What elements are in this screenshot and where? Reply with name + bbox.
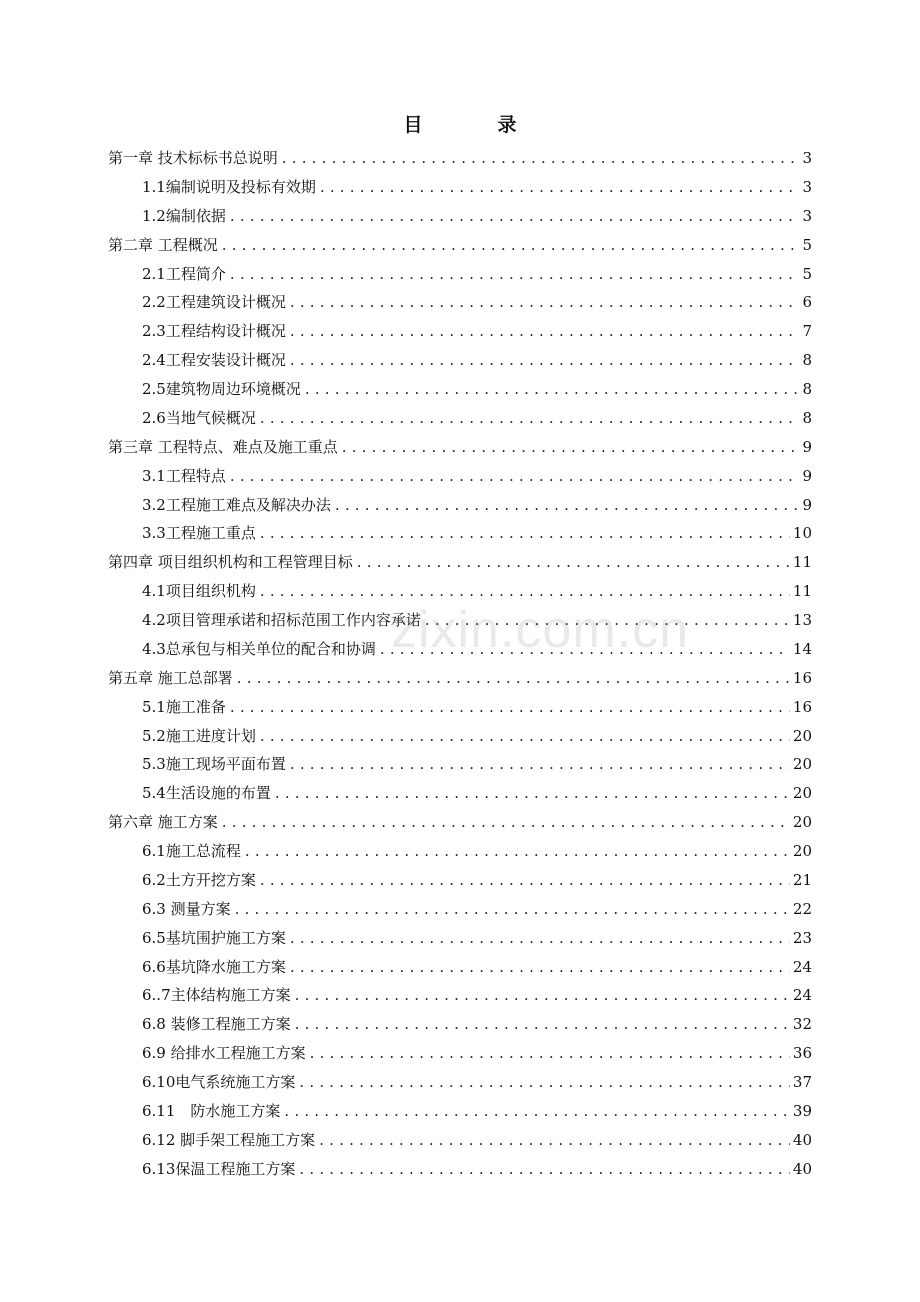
toc-section-entry[interactable] (108, 981, 812, 1010)
toc-section-entry[interactable] (108, 519, 812, 548)
toc-dot-leader (319, 1126, 790, 1155)
toc-page-number: 21 (792, 870, 812, 889)
toc-entry-label: 6.3 测量方案 (142, 899, 231, 918)
toc-page-number: 8 (802, 380, 812, 398)
toc-section-entry[interactable] (108, 317, 812, 346)
toc-dot-leader (237, 664, 790, 693)
toc-dot-leader (295, 981, 790, 1010)
toc-entry-label: 5.4生活设施的布置 (142, 784, 271, 803)
toc-dot-leader (295, 1010, 790, 1039)
toc-section-entry[interactable] (108, 288, 812, 317)
toc-dot-leader (290, 346, 800, 375)
toc-page-number: 6 (802, 293, 812, 312)
toc-dot-leader (230, 693, 790, 722)
toc-page-number: 8 (802, 408, 812, 427)
toc-section-entry[interactable] (108, 404, 812, 433)
toc-entry-label: 3.3工程施工重点 (142, 524, 256, 543)
toc-entry-label: 4.2项目管理承诺和招标范围工作内容承诺 (142, 611, 421, 629)
toc-entry-label: 6..7主体结构施工方案 (142, 986, 291, 1005)
toc-section-entry[interactable] (108, 722, 812, 751)
toc-chapter-entry[interactable] (108, 664, 812, 693)
toc-entry-label: 2.4工程安装设计概况 (142, 351, 286, 370)
toc-section-entry[interactable] (108, 1039, 812, 1068)
toc-page-number: 20 (792, 842, 812, 860)
toc-section-entry[interactable] (108, 693, 812, 722)
toc-page-number: 3 (802, 206, 812, 225)
watermark-text: zixin.com.cn (390, 601, 690, 659)
toc-section-entry[interactable] (108, 1068, 812, 1097)
toc-dot-leader (275, 779, 790, 808)
toc-page-number: 24 (792, 957, 812, 976)
toc-section-entry[interactable] (108, 346, 812, 375)
toc-entry-label: 6.9 给排水工程施工方案 (142, 1044, 306, 1063)
toc-dot-leader (380, 635, 790, 664)
toc-page-number: 11 (792, 582, 812, 601)
toc-title: 目 录 (403, 114, 545, 136)
toc-page-number: 24 (792, 986, 812, 1005)
toc-section-entry[interactable] (108, 491, 812, 520)
toc-chapter-entry[interactable] (108, 433, 812, 462)
toc-section-entry[interactable] (108, 750, 812, 779)
toc-entry-label: 6.1施工总流程 (142, 842, 241, 860)
toc-section-entry[interactable] (108, 1155, 812, 1184)
toc-entry-label: 第二章 工程概况 (108, 235, 218, 254)
toc-dot-leader (357, 548, 790, 577)
toc-page-number: 5 (802, 235, 812, 254)
toc-entry-label: 4.1项目组织机构 (142, 582, 256, 601)
toc-entry-label: 6.2土方开挖方案 (142, 870, 256, 889)
toc-section-entry[interactable] (108, 1126, 812, 1155)
toc-dot-leader (290, 953, 790, 982)
toc-entry-label: 6.6基坑降水施工方案 (142, 957, 286, 976)
toc-section-entry[interactable] (108, 260, 812, 289)
toc-entry-label: 第五章 施工总部署 (108, 668, 233, 687)
toc-entry-label: 2.5建筑物周边环境概况 (142, 380, 301, 398)
toc-page-number: 20 (792, 755, 812, 774)
toc-dot-leader (230, 462, 800, 491)
toc-entry-label: 2.2工程建筑设计概况 (142, 293, 286, 312)
toc-dot-leader (260, 519, 790, 548)
toc-entry-label: 6.10电气系统施工方案 (142, 1073, 296, 1091)
toc-entry-label: 2.1工程简介 (142, 264, 226, 283)
toc-page-number: 20 (792, 784, 812, 803)
toc-page-number: 9 (802, 437, 812, 456)
toc-entry-label: 第三章 工程特点、难点及施工重点 (108, 437, 338, 456)
toc-chapter-entry[interactable] (108, 231, 812, 260)
toc-entry-label: 第一章 技术标标书总说明 (108, 149, 278, 167)
toc-section-entry[interactable] (108, 953, 812, 982)
toc-entry-label: 5.2施工进度计划 (142, 726, 256, 745)
toc-dot-leader (342, 433, 800, 462)
toc-entry-label: 4.3总承包与相关单位的配合和协调 (142, 639, 376, 658)
toc-entry-label: 5.1施工准备 (142, 697, 226, 716)
toc-dot-leader (299, 1155, 790, 1184)
toc-dot-leader (222, 231, 800, 260)
toc-entry-label: 6.5基坑围护施工方案 (142, 928, 286, 947)
toc-entry-label: 3.2工程施工难点及解决办法 (142, 495, 331, 514)
toc-dot-leader (284, 1097, 790, 1126)
toc-entry-label: 6.11 防水施工方案 (142, 1101, 281, 1120)
toc-page-number: 20 (792, 726, 812, 745)
toc-dot-leader (425, 606, 790, 635)
toc-dot-leader (290, 750, 790, 779)
toc-dot-leader (290, 317, 800, 346)
toc-dot-leader (245, 837, 790, 866)
toc-dot-leader (230, 260, 800, 289)
toc-dot-leader (290, 924, 790, 953)
toc-entry-label: 6.12 脚手架工程施工方案 (142, 1130, 316, 1149)
toc-dot-leader (222, 808, 790, 837)
toc-page-number: 3 (802, 177, 812, 196)
toc-chapter-entry[interactable] (108, 144, 812, 173)
toc-dot-leader (310, 1039, 790, 1068)
toc-page-number: 36 (792, 1044, 812, 1063)
toc-page-number: 16 (792, 697, 812, 716)
toc-page-number: 8 (802, 351, 812, 370)
toc-section-entry[interactable] (108, 173, 812, 202)
toc-section-entry[interactable] (108, 866, 812, 895)
toc-section-entry[interactable] (108, 462, 812, 491)
toc-entry-label: 6.8 装修工程施工方案 (142, 1015, 291, 1034)
toc-entry-label: 1.1编制说明及投标有效期 (142, 177, 316, 196)
toc-entry-label: 2.6当地气候概况 (142, 408, 256, 427)
toc-page-number: 9 (802, 495, 812, 514)
toc-page-number: 40 (792, 1130, 812, 1149)
toc-section-entry[interactable] (108, 1010, 812, 1039)
toc-entry-label: 5.3施工现场平面布置 (142, 755, 286, 774)
toc-page-number: 20 (792, 813, 812, 832)
toc-chapter-entry[interactable] (108, 808, 812, 837)
toc-dot-leader (260, 404, 800, 433)
toc-page-number: 10 (792, 524, 812, 543)
toc-entry-label: 3.1工程特点 (142, 466, 226, 485)
toc-section-entry[interactable] (108, 635, 812, 664)
toc-page-number: 40 (792, 1159, 812, 1178)
toc-dot-leader (290, 288, 800, 317)
toc-section-entry[interactable] (108, 375, 812, 404)
toc-page-number: 13 (792, 611, 812, 629)
toc-dot-leader (260, 577, 790, 606)
toc-entry-label: 1.2编制依据 (142, 206, 226, 225)
toc-chapter-entry[interactable] (108, 548, 812, 577)
toc-page-number: 32 (792, 1015, 812, 1034)
toc-page-number: 5 (802, 264, 812, 283)
toc-dot-leader (235, 895, 790, 924)
toc-entry-label: 2.3工程结构设计概况 (142, 322, 286, 341)
toc-section-entry[interactable] (108, 837, 812, 866)
toc-page-number: 37 (792, 1073, 812, 1091)
toc-page-number: 23 (792, 928, 812, 947)
toc-section-entry[interactable] (108, 779, 812, 808)
toc-section-entry[interactable] (108, 924, 812, 953)
toc-page-number: 11 (792, 553, 812, 572)
toc-section-entry[interactable] (108, 577, 812, 606)
toc-section-entry[interactable] (108, 606, 812, 635)
toc-page-number: 22 (792, 899, 812, 918)
toc-dot-leader (230, 202, 800, 231)
toc-dot-leader (260, 866, 790, 895)
toc-section-entry[interactable] (108, 895, 812, 924)
toc-page-number: 14 (792, 639, 812, 658)
toc-page-number: 39 (792, 1101, 812, 1120)
toc-dot-leader (320, 173, 800, 202)
toc-list (108, 144, 812, 1184)
toc-page-number: 16 (792, 668, 812, 687)
toc-entry-label: 第六章 施工方案 (108, 813, 218, 832)
toc-entry-label: 6.13保温工程施工方案 (142, 1159, 296, 1178)
toc-dot-leader (335, 491, 800, 520)
toc-section-entry[interactable] (108, 1097, 812, 1126)
toc-page-number: 7 (802, 322, 812, 341)
toc-dot-leader (260, 722, 790, 751)
toc-dot-leader (299, 1068, 790, 1097)
toc-page-number: 9 (802, 466, 812, 485)
toc-page-number: 3 (802, 149, 812, 167)
toc-section-entry[interactable] (108, 202, 812, 231)
toc-dot-leader (305, 375, 800, 404)
toc-entry-label: 第四章 项目组织机构和工程管理目标 (108, 553, 353, 572)
toc-dot-leader (282, 144, 800, 173)
